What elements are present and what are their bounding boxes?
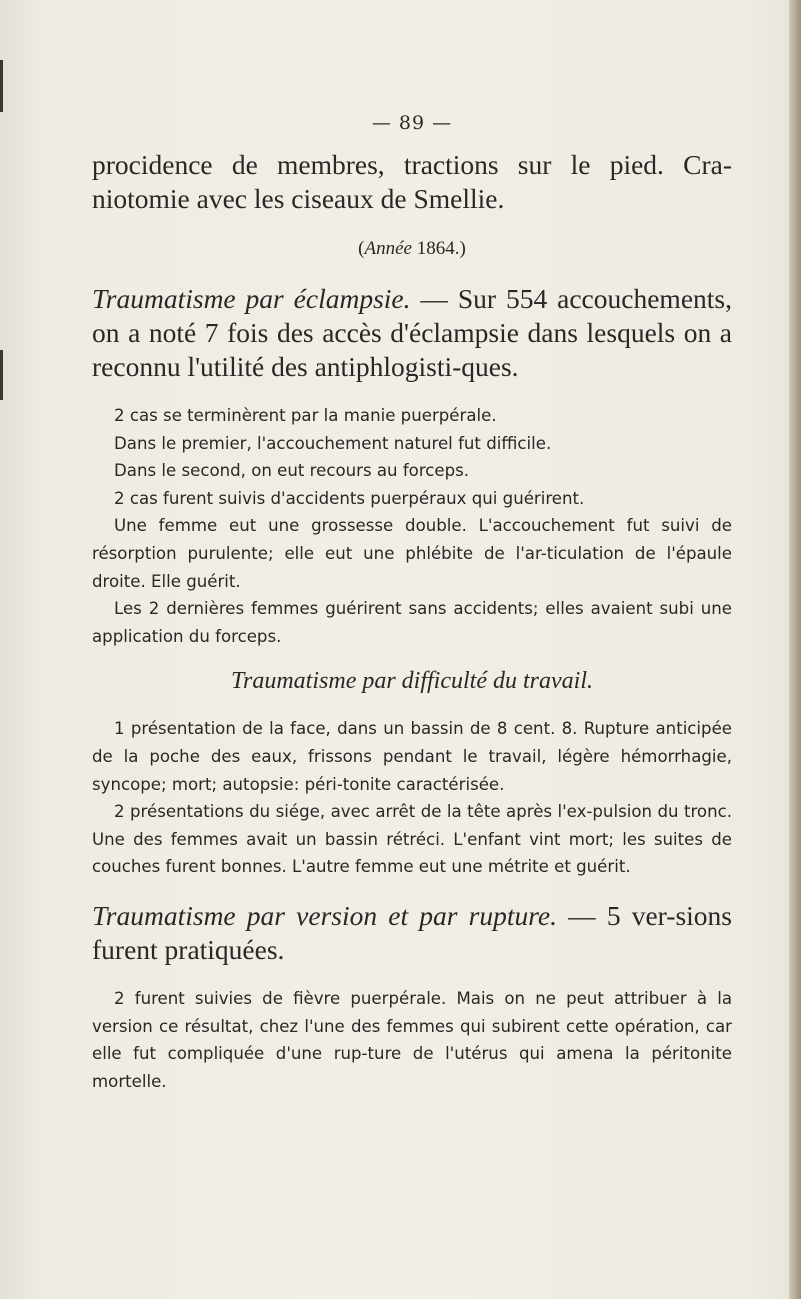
note: 2 cas se terminèrent par la manie puerpérale.	[114, 406, 497, 425]
section-title: Traumatisme par version et par rupture.	[92, 899, 557, 931]
year-label: Année	[364, 238, 412, 259]
section-heading-difficulte: Traumatisme par difficulté du travail.	[230, 668, 593, 695]
section-version	[92, 899, 732, 967]
section-title: Traumatisme par éclampsie.	[92, 283, 411, 314]
note: 2 cas furent suivis d'accidents puerpéraux qui guérirent.	[114, 488, 585, 508]
section-text: — 5 ver-sions furent pratiquées.	[92, 899, 732, 965]
note: 2 présentations du siége, avec arrêt de la tête après l'ex-pulsion du tronc. Une des femmes avait un bassin rétréci. L'enfant vint mort; les suites de couches furent bonnes. L'autre femme eut une métrite et guérit.	[92, 802, 732, 877]
section-text: — Sur 554 accouchements, on a noté 7 fois des accès d'éclampsie dans lesquels on a reconnu l'utilité des antiphlogisti-ques.	[92, 283, 732, 382]
note: Les 2 dernières femmes guérirent sans accidents; elles avaient subi une application du forceps.	[92, 599, 732, 646]
intro-paragraph: procidence de membres, tractions sur le pied. Cra-niotomie avec les ciseaux de Smellie.	[92, 149, 732, 214]
note: 2 furent suivies de fièvre puerpérale. Mais on ne peut attribuer à la version ce résultat, chez l'une des femmes qui subirent cette opération, car elle fut compliquée d'une rup-ture de l'utérus qui amena la péritonite mortelle.	[92, 988, 732, 1091]
note: Dans le premier, l'accouchement naturel fut difficile.	[114, 433, 552, 453]
note: Une femme eut une grossesse double. L'accouchement fut suivi de résorption purulente; elle eut une phlébite de l'ar-ticulation de l'épaule droite. Elle guérit.	[92, 516, 732, 591]
page-text	[92, 112, 732, 1095]
year-note: (Année 1864.)	[358, 238, 466, 259]
margin-mark	[0, 350, 3, 400]
note: 1 présentation de la face, dans un bassin de 8 cent. 8. Rupture anticipée de la poche des eaux, frissons pendant le travail, légère hémorrhagie, syncope; mort; autopsie: péri-tonite caractérisée.	[92, 719, 732, 794]
book-spine	[789, 0, 801, 1299]
year-value: 1864.)	[416, 238, 466, 259]
margin-mark	[0, 60, 3, 112]
page-number: — 89 —	[371, 112, 453, 134]
section-eclampsie	[92, 282, 732, 384]
note: Dans le second, on eut recours au forceps.	[114, 461, 470, 481]
